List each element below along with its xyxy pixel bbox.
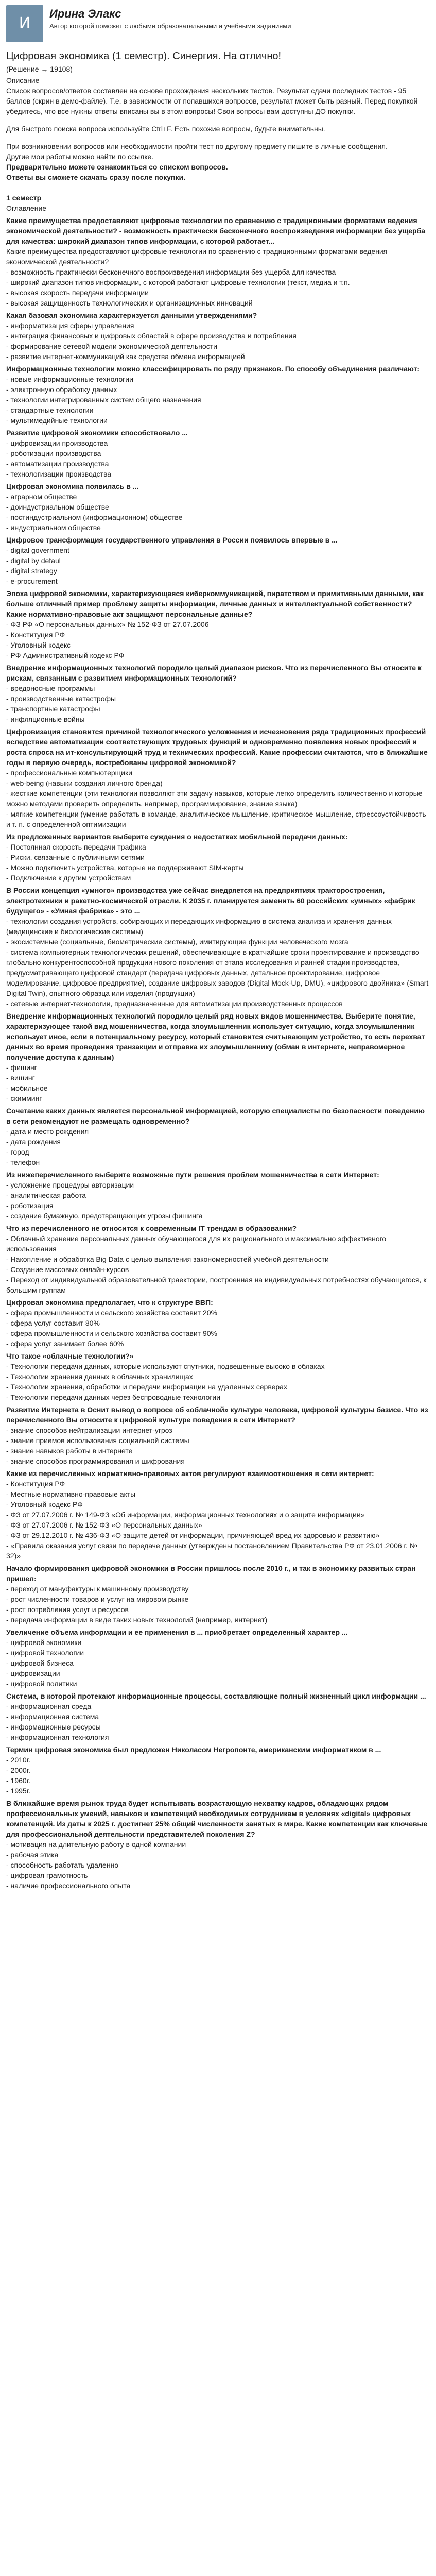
answer-list bbox=[6, 683, 430, 724]
answer-list bbox=[6, 1126, 430, 1167]
answer-option: - сфера услуг составит 80% bbox=[6, 1319, 100, 1327]
answer-option: - рост потребления услуг и ресурсов bbox=[6, 1605, 129, 1614]
answer-option: - Переход от индивидуальной образовательной траектории, построенная на индивидуальных потребностях обучающегося, к большим группам bbox=[6, 1276, 427, 1294]
answer-option: - город bbox=[6, 1148, 29, 1156]
qa-item bbox=[6, 310, 430, 362]
question-text: Цифровая экономика предполагает, что к структуре ВВП: bbox=[6, 1298, 213, 1307]
answer-option: - экосистемные (социальные, биометрические системы), имитирующие функции человеческого мозга bbox=[6, 938, 348, 946]
answer-option: - жесткие компетенции (эти технологии позволяют эти задачу навыков, которые легко определить количественно и которые можно методами проверить определить, например, программирование, знание языка) bbox=[6, 789, 423, 808]
answer-list bbox=[6, 916, 430, 1009]
question-text: Из предложенных вариантов выберите суждения о недостатках мобильной передачи данных: bbox=[6, 833, 348, 841]
answer-list bbox=[6, 842, 430, 883]
answer-option: - создание бумажную, предотвращающих угрозы фишинга bbox=[6, 1212, 203, 1220]
answer-list bbox=[6, 1233, 430, 1295]
answer-option: - e-procurement bbox=[6, 577, 58, 585]
spacer bbox=[6, 182, 430, 190]
qa-item bbox=[6, 364, 430, 426]
answer-option: - информатизация сферы управления bbox=[6, 321, 134, 330]
answer-option: - технологии создания устройств, собирающих и передающих информацию в система анализа и хранения данных (медицинские и биологические системы) bbox=[6, 917, 392, 936]
answer-list bbox=[6, 246, 430, 308]
spacer bbox=[6, 134, 430, 141]
qa-item bbox=[6, 1627, 430, 1689]
answer-option: - РФ Административный кодекс РФ bbox=[6, 651, 125, 659]
answer-option: - технологии интегрированных систем общего назначения bbox=[6, 396, 201, 404]
description-text: Список вопросов/ответов составлен на основе прохождения нескольких тестов. Результат сдачи последних тестов - 95 баллов (скрин в демо-файле). Т.е. в зависимости от попавшихся вопросов, результат может быть разный. Перед покупкой убедитесь, что все нужны ответы вписаны вы в этом вопросы! Свои вопросы вам доступны ДО покупки. bbox=[6, 87, 418, 115]
author-card bbox=[6, 5, 430, 42]
answer-option: - сетевые интернет-технологии, предназначенные для автоматизации производственных процессов bbox=[6, 999, 343, 1008]
answer-option: - Технологии хранения данных в облачных хранилищах bbox=[6, 1372, 193, 1381]
qa-item bbox=[6, 1563, 430, 1625]
author-info bbox=[49, 5, 291, 30]
question-text: Развитие цифровой экономики способствовало ... bbox=[6, 429, 188, 437]
answer-option: - digital government bbox=[6, 546, 69, 554]
answer-option: - индустриальном обществе bbox=[6, 523, 101, 532]
answer-option: - переход от мануфактуры к машинному производству bbox=[6, 1585, 189, 1593]
answer-option: - дата рождения bbox=[6, 1138, 61, 1146]
answer-option: Какие преимущества предоставляют цифровые технологии по сравнению с традиционными форматами ведения экономической деятельности? bbox=[6, 247, 388, 266]
qa-item bbox=[6, 885, 430, 1009]
avatar-initial: И bbox=[19, 14, 31, 32]
answer-list bbox=[6, 1361, 430, 1402]
answer-option: - производственные катастрофы bbox=[6, 694, 116, 703]
answer-option: - знание способов нейтрализации интернет-угроз bbox=[6, 1426, 172, 1434]
answer-option: - информационная технология bbox=[6, 1733, 109, 1741]
answer-option: - ФЗ от 29.12.2010 г. № 436-ФЗ «О защите детей от информации, причиняющей вред их здоровью и развитию» bbox=[6, 1531, 380, 1539]
question-text: Термин цифровая экономика был предложен Николасом Негропонте, американским информатиком в ... bbox=[6, 1745, 381, 1754]
answer-option: - дата и место рождения bbox=[6, 1127, 89, 1136]
question-text: Развитие Интернета в Оснит вывод о вопросе об «облачной» культуре человека, цифровой культуры базисе. Что из перечисленного Вы относите к цифровой культуре поведения в сети Интернет? bbox=[6, 1405, 428, 1424]
answer-option: - роботизации производства bbox=[6, 449, 101, 457]
answer-list bbox=[6, 438, 430, 479]
solution-line: (Решение → 19108) bbox=[6, 65, 73, 73]
answer-option: - профессиональные компьютерщики bbox=[6, 769, 132, 777]
answer-option: - автоматизации производства bbox=[6, 460, 109, 468]
question-text: В ближайшие время рынок труда будет испытывать возрастающую нехватку кадров, обладающих рядом профессиональных умений, навыков и компетенций необходимых сотрудникам в условиях «digital» цифровых компетенций. Из даты к 2025 г. достигнет 25% общий численности занятых в мире. Какие компетенции как ключевые для профессиональной деятельности представителей поколения Z? bbox=[6, 1799, 428, 1838]
answer-option: - стандартные технологии bbox=[6, 406, 94, 414]
search-tip: Для быстрого поиска вопроса используйте Ctrl+F. Есть похожие вопросы, будьте внимательны. bbox=[6, 125, 325, 133]
question-text: Из нижеперечисленного выберите возможные пути решения проблем мошенничества в сети Интернет: bbox=[6, 1171, 379, 1179]
answer-option: - 1995г. bbox=[6, 1787, 30, 1795]
answer-option: - способность работать удаленно bbox=[6, 1861, 119, 1869]
answer-option: - новые информационные технологии bbox=[6, 375, 133, 383]
answer-option: - цифровой бизнеса bbox=[6, 1659, 74, 1667]
answer-option: - транспортные катастрофы bbox=[6, 705, 100, 713]
answer-option: - мультимедийные технологии bbox=[6, 416, 108, 425]
answer-option: - ФЗ от 27.07.2006 г. № 149-ФЗ «Об информации, информационных технологиях и о защите информации» bbox=[6, 1511, 365, 1519]
answer-option: - сфера промышленности и сельского хозяйства составит 90% bbox=[6, 1329, 217, 1337]
avatar[interactable] bbox=[6, 5, 43, 42]
answer-option: - «Правила оказания услуг связи по передаче данных (утверждены постановлением Правительства РФ от 23.01.2006 г. № 32)» bbox=[6, 1541, 417, 1560]
question-text: Что из перечисленного не относится к современным IT трендам в образовании? bbox=[6, 1224, 297, 1232]
qa-item bbox=[6, 1691, 430, 1742]
answer-option: - Можно подключить устройства, которые не поддерживают SIM-карты bbox=[6, 863, 244, 872]
answer-option: - рост численности товаров и услуг на мировом рынке bbox=[6, 1595, 189, 1603]
extra-note-2: Другие мои работы можно найти по ссылке. bbox=[6, 152, 154, 161]
answer-list bbox=[6, 320, 430, 362]
question-text: Цифровизация становится причиной технологического усложнения и исчезновения ряда традиционных профессий вследствие автоматизации соответствующих трудовых функций и одновременно появления новых профессий и роста спроса на ит-консультирующий труд и технических профессий. Какие профессии считаются, что в ближайшие годы в первую очередь, востребованы цифровой экономикой? bbox=[6, 727, 428, 767]
answer-option: - возможность практически бесконечного воспроизведения информации без ущерба для качества bbox=[6, 268, 336, 276]
question-text: Сочетание каких данных является персональной информацией, которую специалисты по безопасности поведению в сети рекомендуют не размещать одновременно? bbox=[6, 1107, 425, 1125]
answer-option: - электронную обработку данных bbox=[6, 385, 117, 394]
qa-item bbox=[6, 535, 430, 586]
question-text: Какая базовая экономика характеризуется данными утверждениями? bbox=[6, 311, 257, 319]
answer-option: - роботизация bbox=[6, 1201, 54, 1210]
answer-list bbox=[6, 1425, 430, 1466]
qa-item bbox=[6, 1106, 430, 1167]
answer-option: - скимминг bbox=[6, 1094, 42, 1103]
answer-option: - вишинг bbox=[6, 1074, 35, 1082]
answer-list bbox=[6, 768, 430, 829]
answer-option: - широкий диапазон типов информации, с которой работают цифровые технологии (текст, медиа и т.п. bbox=[6, 278, 350, 286]
answer-list bbox=[6, 1701, 430, 1742]
answer-option: - цифровизации bbox=[6, 1669, 60, 1677]
qa-item bbox=[6, 832, 430, 883]
answer-option: - система компьютерных технологических решений, обеспечивающие в кратчайшие сроки проектирование и производство глобально конкурентоспособной продукции нового поколения от этапа исследования и ранней стадии производства, предусматривающего цифровой стандарт (передача цифровых данных, детальное проектирование, цифровое моделирование, цифровое предприятие), создание цифровых заводов (Digital Mock-Up, DMU), «цифрового двойника» (Smart Digital Twin), опытного образца или изделия (продукции) bbox=[6, 948, 429, 997]
document-title: Цифровая экономика (1 семестр). Синергия. На отлично! bbox=[6, 50, 282, 62]
qa-item bbox=[6, 1223, 430, 1295]
question-text: Внедрение информационных технологий породило целый ряд новых видов мошенничества. Выберите понятие, характеризующее такой вид мошенничества, когда злоумышленник использует ситуацию, когда злоумышленник использует иное, если в потенциальному ресурсу, который становится считывающим устройство, то есть перехват данных во время проведения транзакции и отправка их злоумышленнику (обман в интернете, неправомерное получение доступа к данным) bbox=[6, 1012, 425, 1061]
qa-item bbox=[6, 1798, 430, 1891]
answer-option: - 2000г. bbox=[6, 1766, 30, 1774]
answer-option: - цифровой технологии bbox=[6, 1649, 84, 1657]
answer-option: - технологизации производства bbox=[6, 470, 112, 478]
answer-option: - информационные ресурсы bbox=[6, 1723, 101, 1731]
answer-option: - Риски, связанные с публичными сетями bbox=[6, 853, 145, 861]
spacer bbox=[6, 116, 430, 124]
author-description: Автор которой поможет с любыми образовательными и учебными заданиями bbox=[49, 22, 291, 30]
answer-list bbox=[6, 1180, 430, 1221]
question-text: Начало формирования цифровой экономики в России пришлось после 2010 г., и так в экономику развитых стран пришел: bbox=[6, 1564, 416, 1583]
answer-option: - 2010г. bbox=[6, 1756, 30, 1764]
answer-list bbox=[6, 1308, 430, 1349]
answer-option: - Уголовный кодекс РФ bbox=[6, 1500, 83, 1509]
answer-list bbox=[6, 619, 430, 660]
answer-option: - информационная система bbox=[6, 1713, 99, 1721]
answer-option: - аналитическая работа bbox=[6, 1191, 86, 1199]
answer-option: - цифровой политики bbox=[6, 1680, 77, 1688]
answer-option: - Создание массовых онлайн-курсов bbox=[6, 1265, 129, 1274]
toc-label: Оглавление bbox=[6, 204, 47, 212]
download-note: Ответы вы сможете скачать сразу после покупки. bbox=[6, 173, 185, 181]
answer-option: - ФЗ от 27.07.2006 г. № 152-ФЗ «О персональных данных» bbox=[6, 1521, 202, 1529]
answer-option: - цифровой экономики bbox=[6, 1638, 82, 1647]
semester-label: 1 семестр bbox=[6, 194, 42, 202]
question-text: Что такое «облачные технологии?» bbox=[6, 1352, 134, 1360]
qa-list bbox=[6, 215, 430, 1891]
qa-item bbox=[6, 428, 430, 479]
question-text: Увеличение объема информации и ее применения в ... приобретает определенный характер ... bbox=[6, 1628, 348, 1636]
answer-option: - доиндустриальном обществе bbox=[6, 503, 109, 511]
qa-item bbox=[6, 726, 430, 829]
extra-note-1: При возникновении вопросов или необходимости пройти тест по другому предмету пишите в личные сообщения. bbox=[6, 142, 388, 150]
answer-option: - усложнение процедуры авторизации bbox=[6, 1181, 134, 1189]
answer-list bbox=[6, 1479, 430, 1561]
answer-option: - формирование сетевой модели экономической деятельности bbox=[6, 342, 217, 350]
answer-list bbox=[6, 492, 430, 533]
answer-list bbox=[6, 1062, 430, 1104]
answer-option: - Технологии передачи данных через беспроводные технологии bbox=[6, 1393, 221, 1401]
answer-option: - фишинг bbox=[6, 1063, 37, 1072]
question-text: Внедрение информационных технологий породило целый диапазон рисков. Что из перечисленного Вы относите к рискам, связанным с развитием информационных технологий? bbox=[6, 664, 422, 682]
answer-option: - Уголовный кодекс bbox=[6, 641, 71, 649]
answer-list bbox=[6, 545, 430, 586]
answer-list bbox=[6, 1755, 430, 1796]
answer-option: - Конституция РФ bbox=[6, 1480, 65, 1488]
qa-item bbox=[6, 588, 430, 660]
answer-option: - digital by defaul bbox=[6, 556, 61, 565]
qa-item bbox=[6, 1351, 430, 1402]
answer-option: - высокая защищенность технологических и организационных инноваций bbox=[6, 299, 253, 307]
qa-item bbox=[6, 1170, 430, 1221]
qa-item bbox=[6, 663, 430, 724]
answer-option: - ФЗ РФ «О персональных данных» № 152-ФЗ от 27.07.2006 bbox=[6, 620, 209, 629]
question-text: Цифровая экономика появилась в ... bbox=[6, 482, 139, 490]
qa-item bbox=[6, 1297, 430, 1349]
answer-option: - Постоянная скорость передачи трафика bbox=[6, 843, 146, 851]
description-heading: Описание bbox=[6, 76, 40, 84]
question-text: В России концепция «умного» производства уже сейчас внедряется на предприятиях тракторостроения, электротехники и ракетно-космической отрасли. К 2035 г. планируется заменить 60 российских «умных» «фабрик будущего» - «Умная фабрика» - это ... bbox=[6, 886, 415, 915]
answer-option: - Накопление и обработка Big Data с целью выявления закономерностей учебной деятельности bbox=[6, 1255, 329, 1263]
answer-option: - интеграция финансовых и цифровых областей в сфере производства и потребления bbox=[6, 332, 297, 340]
answer-option: - знание способов программирования и шифрования bbox=[6, 1457, 185, 1465]
qa-item bbox=[6, 1011, 430, 1104]
qa-item bbox=[6, 1744, 430, 1796]
question-text: Цифровое трансформация государственного управления в России появилось впервые в ... bbox=[6, 536, 338, 544]
answer-option: - развитие интернет-коммуникаций как средства обмена информацией bbox=[6, 352, 245, 361]
answer-option: - Местные нормативно-правовые акты bbox=[6, 1490, 136, 1498]
answer-option: - сфера услуг занимает более 60% bbox=[6, 1340, 124, 1348]
answer-option: - мягкие компетенции (умение работать в команде, аналитическое мышление, критическое мышление, стрессоустойчивость и т. п. с определенной оптимизации bbox=[6, 810, 426, 828]
answer-option: - Технологии передачи данных, которые используют спутники, подвешенные высоко в облаках bbox=[6, 1362, 325, 1370]
answer-list bbox=[6, 1637, 430, 1689]
answer-option: - аграрном обществе bbox=[6, 493, 77, 501]
answer-option: - вредоносные программы bbox=[6, 684, 95, 692]
answer-option: - цифровая грамотность bbox=[6, 1871, 88, 1879]
answer-option: - web-being (навыки создания личного бренда) bbox=[6, 779, 163, 787]
qa-item bbox=[6, 1468, 430, 1561]
qa-item bbox=[6, 215, 430, 308]
question-text: Эпоха цифровой экономики, характеризующаяся киберкоммуникацией, пиратством и примитивными данными, как больше отличный пример проблему защиты информации, личные данных и интеллектуальной собственности? Какие нормативно-правовые акт защищают персональные данные? bbox=[6, 589, 424, 618]
answer-option: - сфера промышленности и сельского хозяйства составит 20% bbox=[6, 1309, 217, 1317]
qa-item bbox=[6, 481, 430, 533]
answer-option: - наличие профессионального опыта bbox=[6, 1882, 131, 1890]
preview-note: Предварительно можете ознакомиться со списком вопросов. bbox=[6, 163, 228, 171]
answer-list bbox=[6, 1584, 430, 1625]
answer-option: - инфляционные войны bbox=[6, 715, 85, 723]
answer-option: - мобильное bbox=[6, 1084, 48, 1092]
answer-option: - 1960г. bbox=[6, 1776, 30, 1785]
answer-option: - Подключение к другим устройствам bbox=[6, 874, 131, 882]
answer-option: - Технологии хранения, обработки и передачи информации на удаленных серверах bbox=[6, 1383, 287, 1391]
answer-option: - высокая скорость передачи информации bbox=[6, 289, 149, 297]
author-name[interactable]: Ирина Элакс bbox=[49, 7, 121, 20]
answer-option: - знание навыков работы в интернете bbox=[6, 1447, 133, 1455]
answer-option: - постиндустриальном (информационном) обществе bbox=[6, 513, 183, 521]
answer-list bbox=[6, 1839, 430, 1891]
question-text: Система, в которой протекают информационные процессы, составляющие полный жизненный цикл информации ... bbox=[6, 1692, 426, 1700]
answer-option: - мотивация на длительную работу в одной компании bbox=[6, 1840, 186, 1849]
question-text: Информационные технологии можно классифицировать по ряду признаков. По способу объединения различают: bbox=[6, 365, 420, 373]
answer-option: - информационная среда bbox=[6, 1702, 92, 1710]
answer-option: - Конституция РФ bbox=[6, 631, 65, 639]
question-text: Какие из перечисленных нормативно-правовых актов регулируют взаимоотношения в сети интернет: bbox=[6, 1469, 374, 1478]
answer-option: - цифровизации производства bbox=[6, 439, 108, 447]
answer-option: - передача информации в виде таких новых технологий (например, интернет) bbox=[6, 1616, 268, 1624]
answer-option: - знание приемов использования социальной системы bbox=[6, 1436, 189, 1445]
answer-option: - digital strategy bbox=[6, 567, 57, 575]
qa-item bbox=[6, 1404, 430, 1466]
question-text: Какие преимущества предоставляют цифровые технологии по сравнению с традиционными форматами ведения экономической деятельности? - возможность практически бесконечного воспроизведения информации без ущерба для качества: широкий диапазон типов информации, с которой работает... bbox=[6, 216, 426, 245]
answer-list bbox=[6, 374, 430, 426]
answer-option: - телефон bbox=[6, 1158, 40, 1166]
answer-option: - Облачный хранение персональных данных обучающегося для их рационального и максимально эффективного использования bbox=[6, 1234, 387, 1253]
answer-option: - рабочая этика bbox=[6, 1851, 59, 1859]
